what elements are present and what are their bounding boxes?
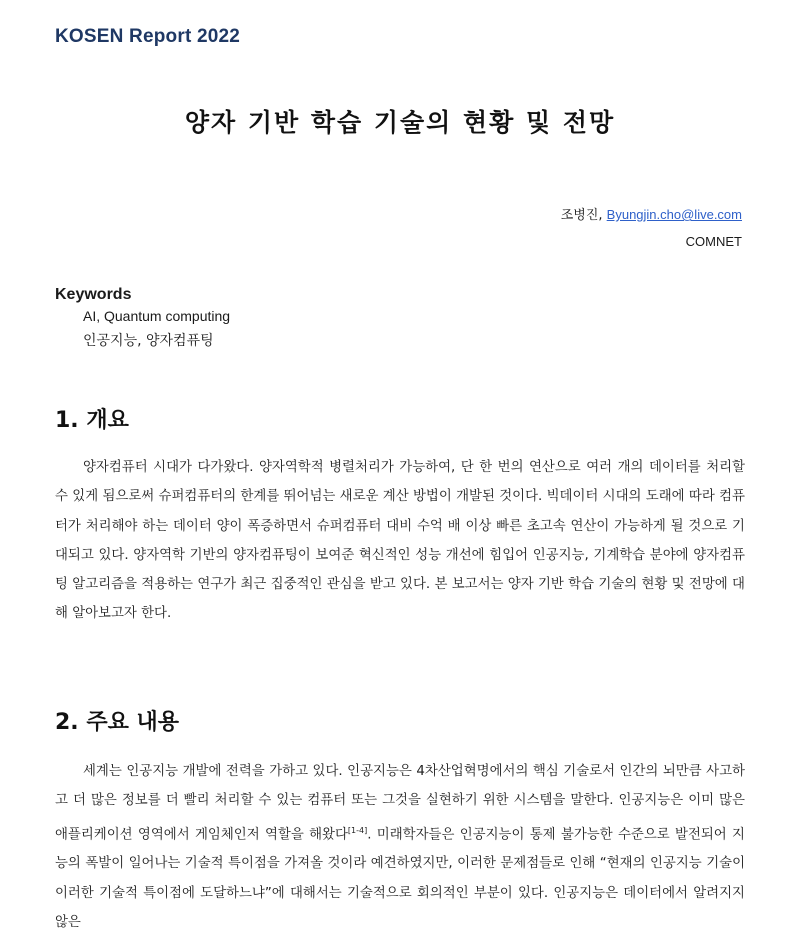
author-organization: COMNET: [685, 234, 742, 249]
paragraph: 양자컴퓨터 시대가 다가왔다. 양자역학적 병렬처리가 가능하여, 단 한 번의 연산으로 여러 개의 데이터를 처리할 수 있게 됨으로써 슈퍼컴퓨터의 한계를 뛰어넘는 새로운 계산 방법이 개발된 것이다. 빅데이터 시대의 도래에 따라 컴퓨터가 처리해야 하는 데이터 양이 폭증하면서 슈퍼컴퓨터 대비 수억 배 이상 빠른 초고속 연산이 가능하게 될 것으로 기대되고 있다. 양자역학 기반의 양자컴퓨팅이 보여준 혁신적인 성능 개선에 힘입어 인공지능, 기계학습 분야에 양자컴퓨팅 알고리즘을 적용하는 연구가 최근 집중적인 관심을 받고 있다. 본 보고서는 양자 기반 학습 기술의 현황 및 전망에 대해 알아보고자 한다.: [55, 460, 745, 622]
paragraph: [55, 757, 745, 937]
section-heading-overview: 1. 개요: [55, 408, 129, 433]
author-block: [561, 202, 742, 255]
document-title: 양자 기반 학습 기술의 현황 및 전망: [184, 108, 616, 137]
paragraph-text: 세계는 인공지능 개발에 전력을 가하고 있다. 인공지능은 4차산업혁명에서의 핵심 기술로서 인간의 뇌만큼 사고하고 더 많은 정보를 더 빨리 처리할 수 있는 컴퓨터 또는 그것을 실현하기 위한 시스템을 말한다. 인공지능은 이미 많은 애플리케이션 영역에서 게임체인저 역할을 해왔다: [55, 764, 745, 843]
reference-marker: [1-4]: [347, 825, 368, 835]
report-label: KOSEN Report 2022: [55, 26, 241, 47]
keywords-heading: Keywords: [55, 286, 132, 303]
paragraph-text-continued: . 미래학자들은 인공지능이 통제 불가능한 수준으로 발전되어 지능의 폭발이 일어나는 기술적 특이점을 가져올 것이라 예견하였지만, 이러한 문제점들로 인해 “현재의 인공지능 기술이 이러한 기술적 특이점에 도달하느냐”에 대해서는 기술적으로 회의적인 부분이 있다. 인공지능은 데이터에서 알려지지 않은: [55, 827, 745, 930]
section-heading-main: 2. 주요 내용: [55, 710, 179, 735]
keywords-english: AI, Quantum computing: [83, 308, 231, 324]
author-line: [561, 202, 742, 229]
keywords-block: [55, 286, 230, 350]
keywords-korean: 인공지능, 양자컴퓨팅: [83, 333, 214, 349]
author-name: 조병진,: [560, 208, 603, 223]
section-body-overview: [55, 453, 745, 629]
section-body-main: [55, 757, 745, 937]
author-email-link[interactable]: Byungjin.cho@live.com: [606, 207, 742, 222]
